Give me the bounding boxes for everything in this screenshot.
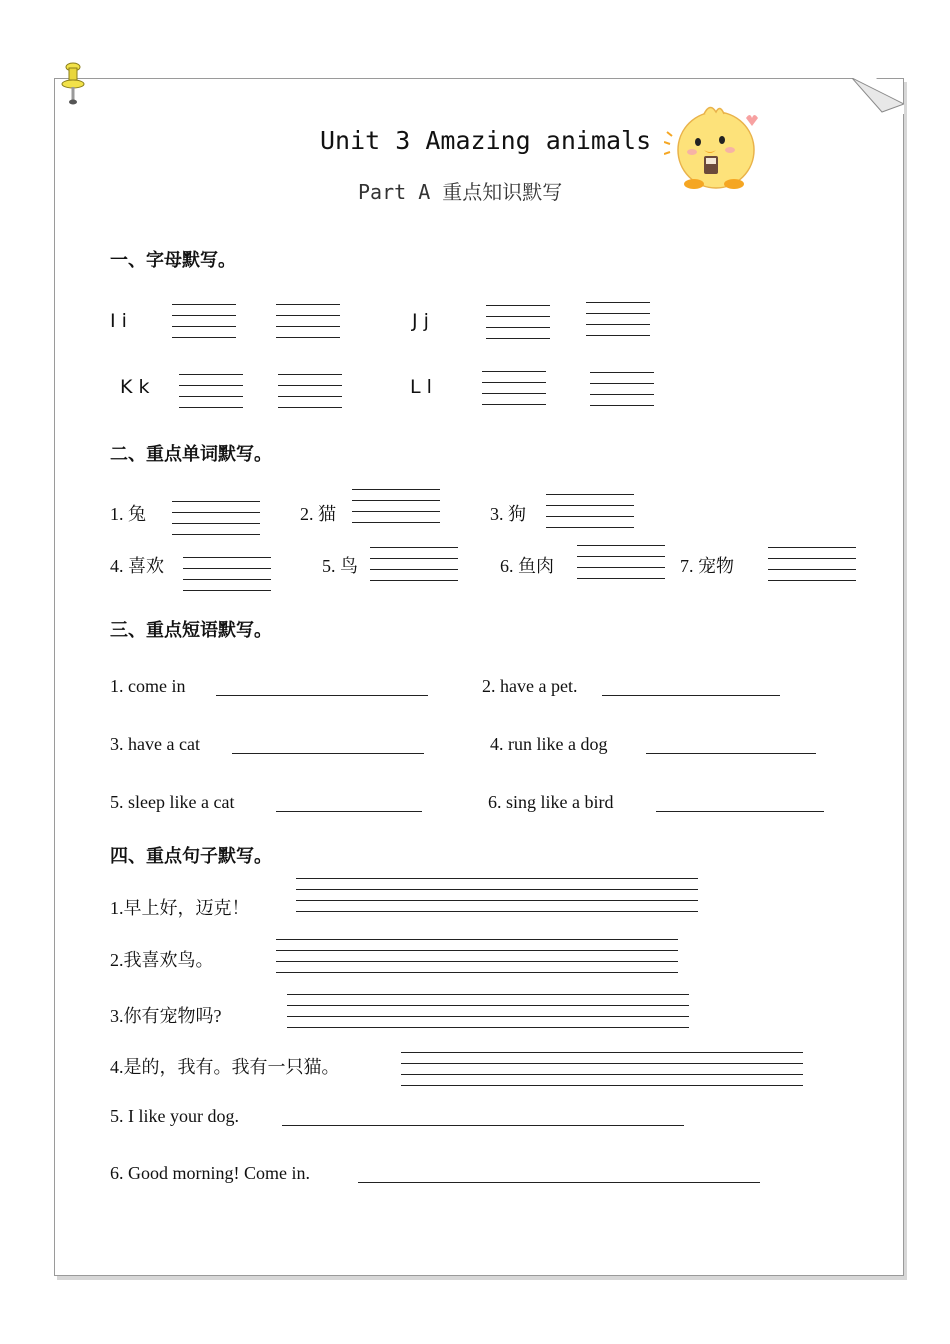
word-item: 4. 喜欢 [110,556,164,576]
word-item: 7. 宠物 [680,556,734,576]
answer-line [358,1182,760,1183]
writing-lines [546,494,634,528]
word-item: 2. 猫 [300,504,336,524]
phrase-item: 3. have a cat [110,734,200,754]
answer-line [276,811,422,812]
answer-line [656,811,824,812]
answer-line [282,1125,684,1126]
section-4-heading: 四、重点句子默写。 [110,846,272,867]
folded-corner-icon [852,78,904,114]
phrase-item: 6. sing like a bird [488,792,614,812]
word-item: 1. 兔 [110,504,146,524]
duck-mascot-icon [664,100,764,195]
letter-pair-i: I i [110,310,127,332]
sentence-item: 6. Good morning! Come in. [110,1163,310,1183]
section-3-heading: 三、重点短语默写。 [110,620,272,641]
writing-lines [296,878,698,912]
writing-lines [179,374,243,408]
writing-lines [287,994,689,1028]
answer-line [646,753,816,754]
writing-lines [590,372,654,406]
word-item: 3. 狗 [490,504,526,524]
writing-lines [172,501,260,535]
writing-lines [586,302,650,336]
page-title: Unit 3 Amazing animals [320,126,652,155]
sentence-item: 3.你有宠物吗? [110,1006,222,1026]
writing-lines [370,547,458,581]
word-item: 6. 鱼肉 [500,556,554,576]
writing-lines [482,371,546,405]
writing-lines [352,489,440,523]
writing-lines [768,547,856,581]
writing-lines [183,557,271,591]
writing-lines [276,939,678,973]
pushpin-icon [60,62,86,110]
sentence-item: 2.我喜欢鸟。 [110,950,214,970]
sentence-item: 1.早上好，迈克！ [110,898,250,918]
phrase-item: 1. come in [110,676,186,696]
writing-lines [486,305,550,339]
letter-pair-l: L l [410,376,432,398]
page-subtitle: Part A 重点知识默写 [358,180,563,204]
sentence-item: 5. I like your dog. [110,1106,239,1126]
letter-pair-j: J j [412,310,429,332]
answer-line [216,695,428,696]
word-item: 5. 鸟 [322,556,358,576]
phrase-item: 5. sleep like a cat [110,792,235,812]
phrase-item: 2. have a pet. [482,676,578,696]
answer-line [602,695,780,696]
writing-lines [276,304,340,338]
writing-lines [401,1052,803,1086]
phrase-item: 4. run like a dog [490,734,608,754]
section-1-heading: 一、字母默写。 [110,250,236,271]
writing-lines [278,374,342,408]
sentence-item: 4.是的，我有。我有一只猫。 [110,1057,340,1077]
writing-lines [577,545,665,579]
section-2-heading: 二、重点单词默写。 [110,444,272,465]
letter-pair-k: K k [120,376,150,398]
writing-lines [172,304,236,338]
answer-line [232,753,424,754]
